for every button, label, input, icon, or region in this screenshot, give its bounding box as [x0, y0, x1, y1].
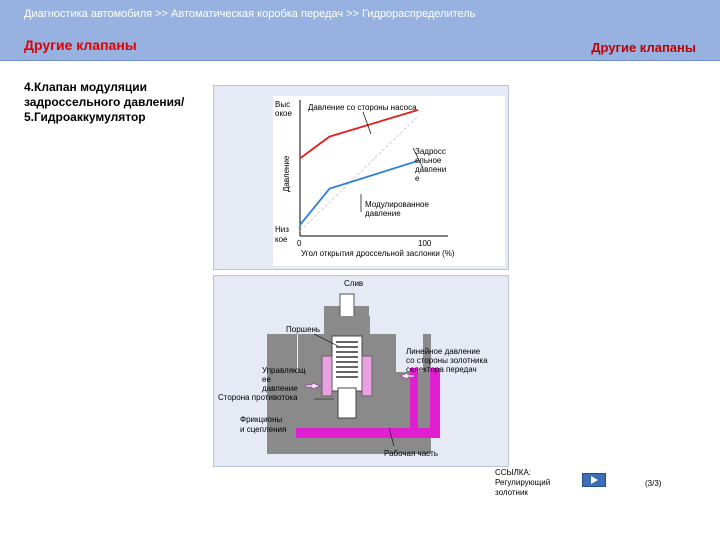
y-bottom-label-1: Низ [275, 225, 289, 234]
clutch-label-2: и сцепления [240, 425, 287, 434]
x-tick-0: 0 [297, 239, 302, 248]
modulated-label-1: Модулированное [365, 200, 429, 209]
right-pressure-chamber [362, 356, 372, 396]
section-title-right: Другие клапаны [591, 40, 696, 55]
reference-link-line1[interactable]: Регулирующий [495, 478, 551, 487]
header-bar [0, 0, 720, 61]
counterflow-label: Сторона противотока [218, 393, 298, 402]
chart-area [273, 96, 505, 266]
control-pressure-label-1: Управляющ [262, 366, 306, 375]
pressure-chart [273, 96, 505, 266]
reference-link-line2[interactable]: золотник [495, 488, 528, 497]
control-pressure-label-3: давление [262, 384, 298, 393]
breadcrumb[interactable]: Диагностика автомобиля >> Автоматическая коробка передач >> Гидрораспределитель [24, 8, 476, 20]
working-part-label: Рабочая часть [384, 449, 438, 458]
throttle-label-3: давлени [415, 165, 447, 174]
valve-housing-right [369, 334, 396, 414]
throttle-label-1: Задросс [415, 147, 446, 156]
page-indicator: (3/3) [645, 479, 662, 488]
chart-panel [213, 85, 509, 270]
line-pressure-label-1: Линейное давление [406, 347, 481, 356]
drain-label: Слив [344, 279, 364, 288]
section-label-line3: 5.Гидроаккумулятор [24, 110, 146, 124]
page-title: Другие клапаны [24, 37, 137, 53]
modulated-label-2: давление [365, 209, 401, 218]
line-pressure-label-2: со стороны золотника [406, 356, 488, 365]
series-line-0 [300, 110, 418, 158]
y-bottom-label-2: кое [275, 235, 288, 244]
control-pressure-label-2: ее [262, 375, 271, 384]
valve-diagram [214, 276, 508, 466]
x-axis-label: Угол открытия дроссельной заслонки (%) [301, 249, 455, 258]
piston-label: Поршень [286, 325, 321, 334]
reference-label: ССЫЛКА: [495, 468, 532, 477]
x-tick-100: 100 [418, 239, 432, 248]
clutch-label-1: Фрикционы [240, 415, 283, 424]
valve-upper-housing [324, 316, 370, 338]
line-pressure-label-3: селектора передач [406, 365, 477, 374]
left-pressure-chamber [322, 356, 332, 396]
play-arrow-icon [583, 474, 605, 486]
throttle-label-4: е [415, 174, 420, 183]
pump-leader-line [363, 112, 371, 134]
piston [338, 388, 356, 418]
spring-chamber [332, 336, 362, 391]
section-label [24, 80, 214, 125]
valve-diagram-panel [213, 275, 509, 467]
y-top-label-2: окое [275, 109, 292, 118]
next-button[interactable] [582, 473, 606, 487]
section-label-line1: 4.Клапан модуляции [24, 80, 148, 94]
pump-pressure-label: Давление со стороны насоса [308, 103, 417, 112]
throttle-label-2: ельное [415, 156, 442, 165]
y-axis-label: Давление [282, 155, 291, 192]
section-label-line2: задроссельного давления/ [24, 95, 185, 109]
y-top-label-1: Выс [275, 100, 291, 109]
reference-block [495, 468, 575, 498]
